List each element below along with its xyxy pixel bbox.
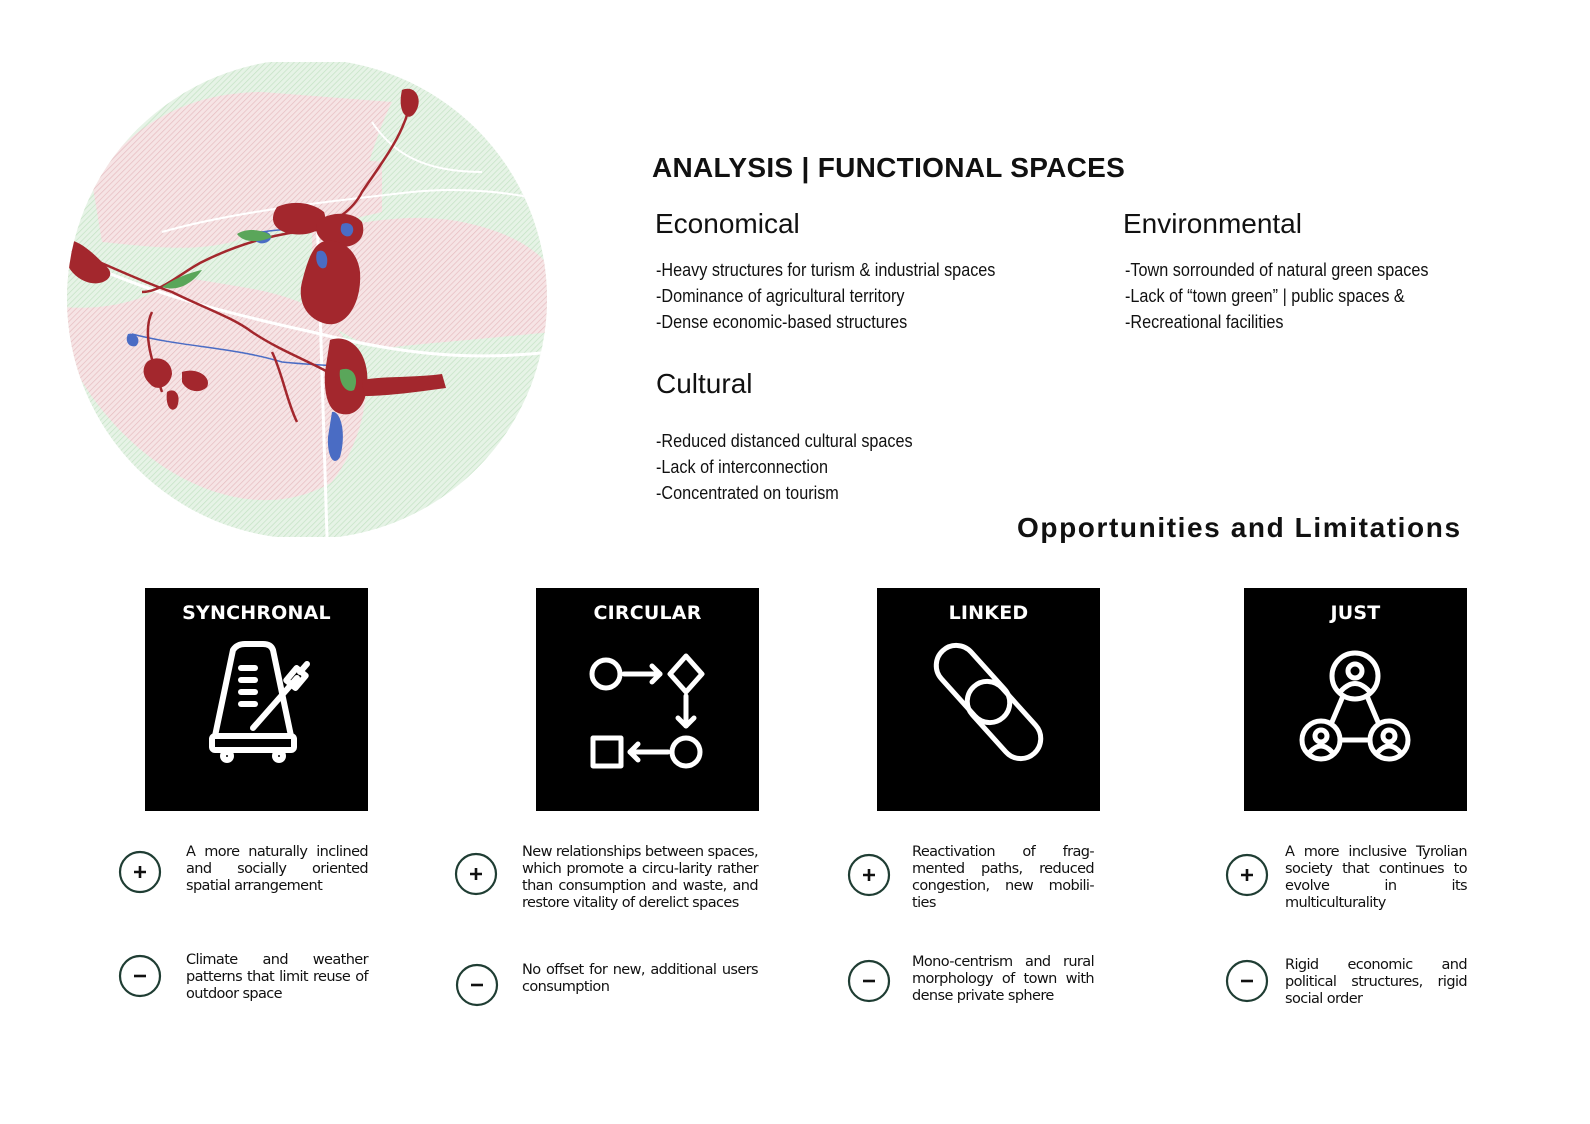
plus-description: New relationships between spaces, which promote a circu-larity rather than consumption and waste, and restore vitality of derelict spaces — [522, 844, 758, 911]
tile-label: JUST — [1330, 602, 1381, 624]
tile-linked — [877, 588, 1100, 811]
plus-description: Reactivation of frag-mented paths, reduced congestion, new mobili-ties — [912, 844, 1094, 911]
plus-description: A more inclusive Tyrolian society that continues to evolve in its multiculturality — [1285, 844, 1467, 911]
cultural-list — [656, 428, 913, 506]
list-item: -Recreational facilities — [1125, 312, 1284, 332]
minus-description: Climate and weather patterns that limit reuse of outdoor space — [186, 952, 368, 1002]
minus-icon — [118, 954, 162, 998]
tile-circular — [536, 588, 759, 811]
tile-label: LINKED — [948, 602, 1029, 624]
territory-map — [62, 62, 552, 537]
plus-description: A more naturally inclined and socially oriented spatial arrangement — [186, 844, 368, 894]
list-item: -Dominance of agricultural territory — [656, 286, 905, 306]
plus-icon — [847, 853, 891, 897]
tile-synchronal — [145, 588, 368, 811]
plus-icon — [1225, 853, 1269, 897]
list-item: -Dense economic-based structures — [656, 312, 908, 332]
cultural-heading: Cultural — [656, 368, 753, 399]
minus-description: No offset for new, additional users consumption — [522, 962, 758, 995]
minus-icon — [455, 963, 499, 1007]
economical-list — [656, 257, 995, 335]
minus-icon — [847, 959, 891, 1003]
environmental-heading: Environmental — [1123, 208, 1302, 239]
minus-description: Mono-centrism and rural morphology of town with dense private sphere — [912, 954, 1094, 1004]
metronome-icon — [145, 588, 368, 811]
list-item: -Reduced distanced cultural spaces — [656, 431, 913, 451]
page-title: ANALYSIS | FUNCTIONAL SPACES — [652, 152, 1126, 183]
tile-label: CIRCULAR — [593, 602, 702, 624]
tile-label: SYNCHRONAL — [182, 602, 331, 624]
plus-icon — [454, 852, 498, 896]
circular-flow-icon — [536, 588, 759, 811]
plus-icon — [118, 850, 162, 894]
tile-just — [1244, 588, 1467, 811]
economical-heading: Economical — [655, 208, 800, 239]
opportunities-title: Opportunities and Limitations — [1017, 512, 1462, 543]
list-item: -Concentrated on tourism — [656, 483, 839, 503]
people-network-icon — [1244, 588, 1467, 811]
list-item: -Lack of “town green” | public spaces & — [1125, 286, 1405, 306]
list-item: -Lack of interconnection — [656, 457, 828, 477]
minus-icon — [1225, 959, 1269, 1003]
list-item: -Town sorrounded of natural green spaces — [1125, 260, 1429, 280]
environmental-list — [1125, 257, 1428, 335]
minus-description: Rigid economic and political structures, rigid social order — [1285, 957, 1467, 1007]
chain-link-icon — [877, 588, 1100, 811]
list-item: -Heavy structures for turism & industrial spaces — [656, 260, 996, 280]
